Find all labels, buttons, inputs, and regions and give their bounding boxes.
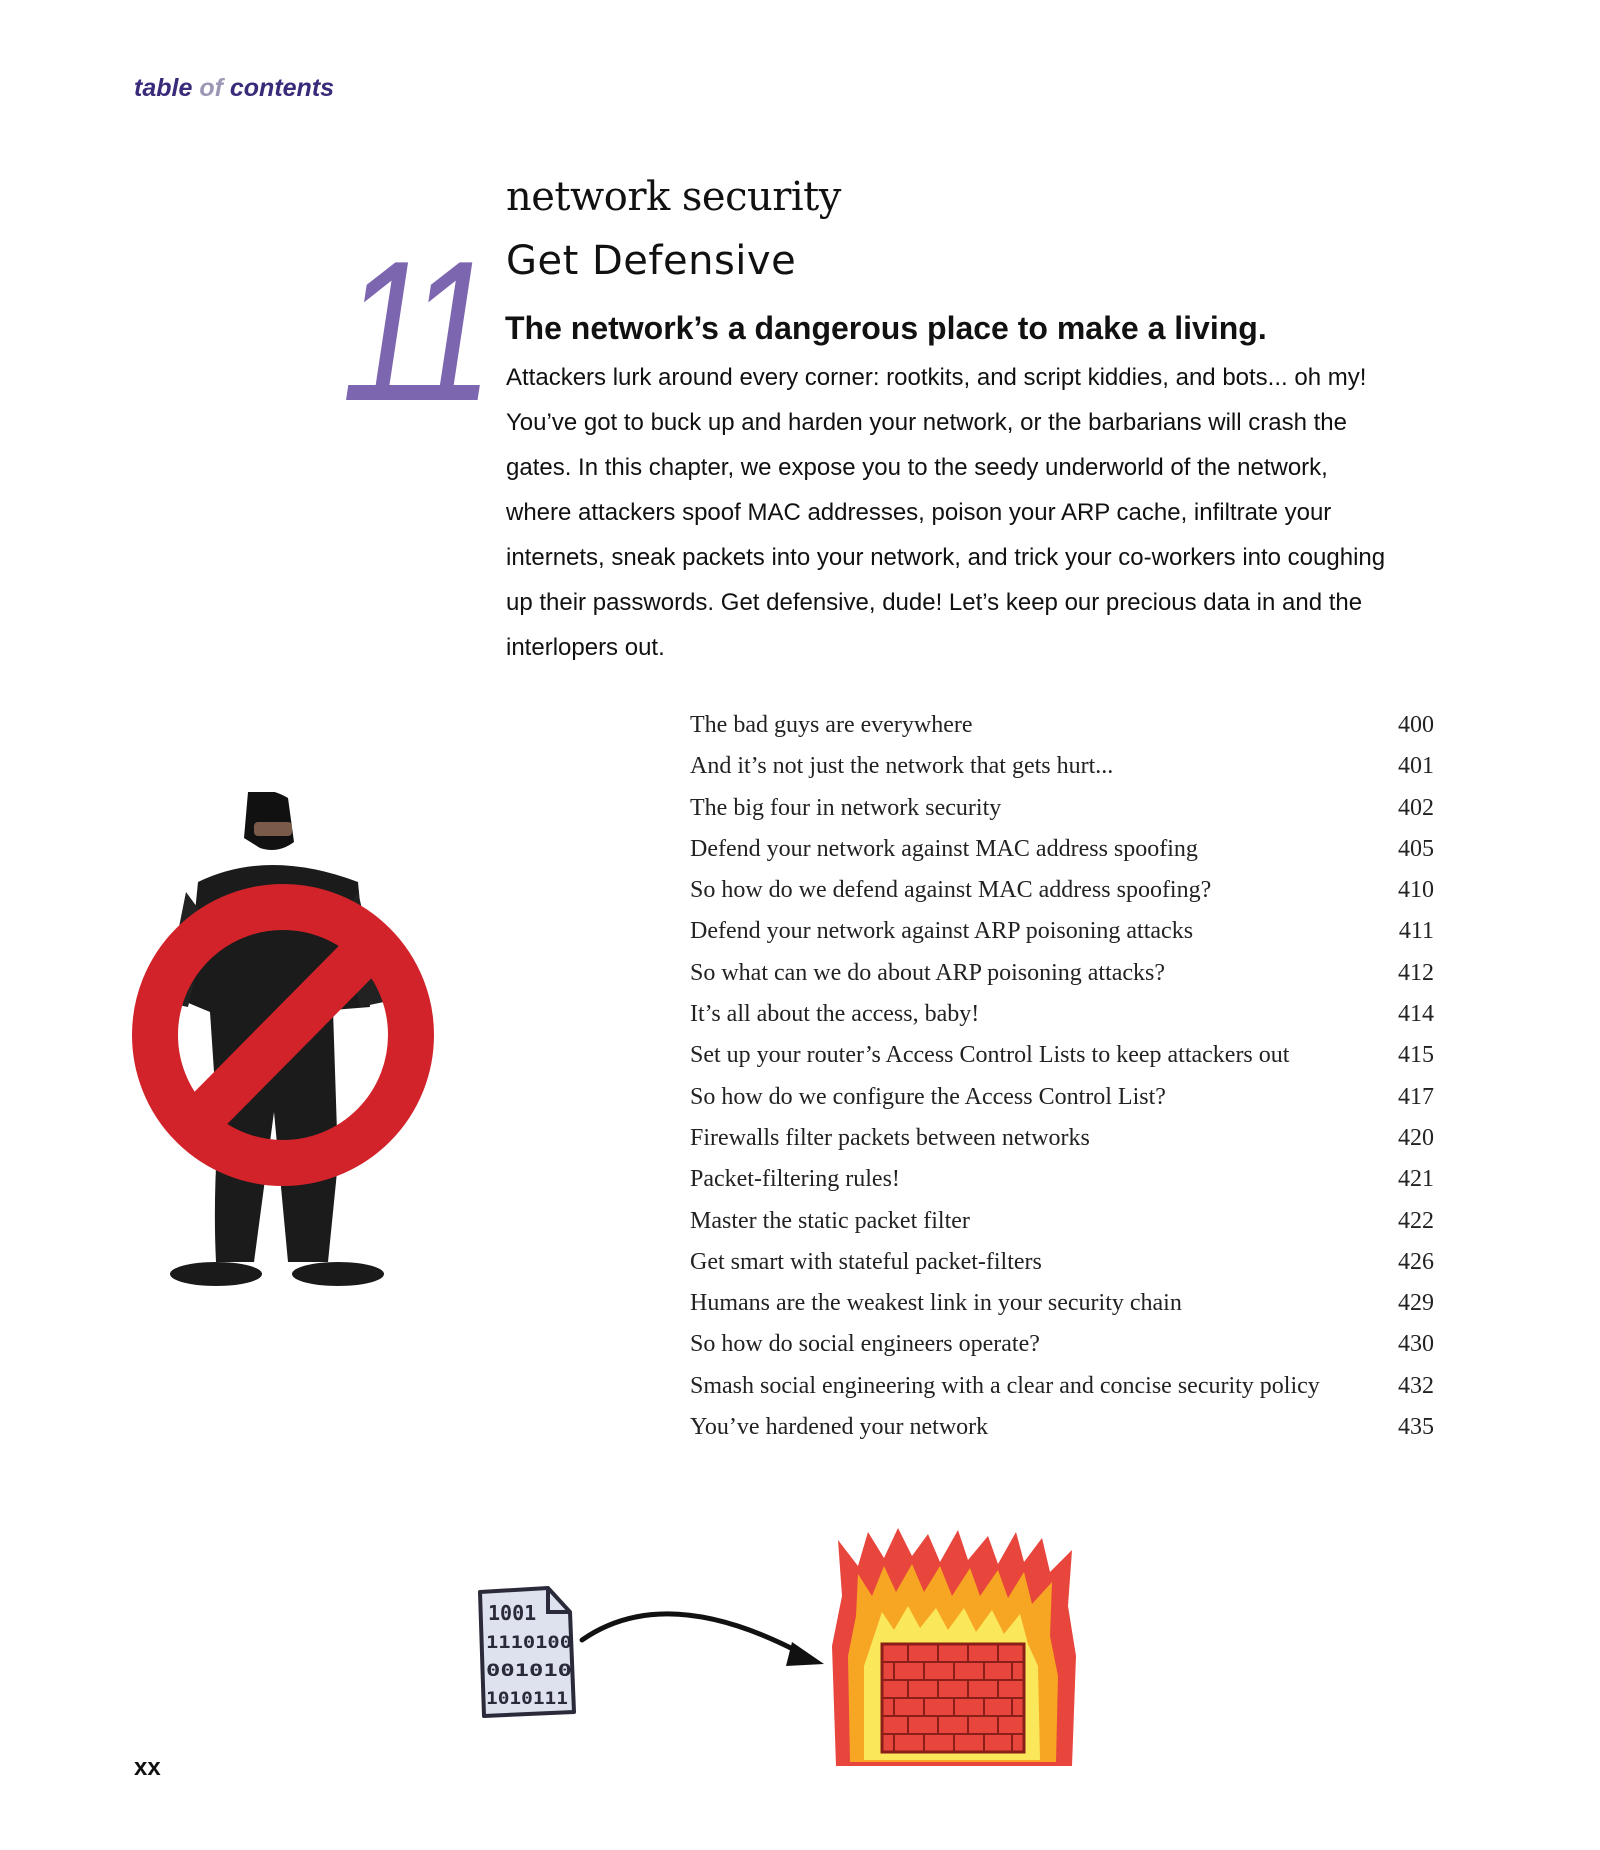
toc-entry-page: 432 <box>1398 1372 1434 1399</box>
toc-entry-title: Set up your router’s Access Control Lists to keep attackers out <box>690 1042 1290 1069</box>
toc-entry[interactable] <box>690 795 1434 836</box>
toc-entry-title: So what can we do about ARP poisoning attacks? <box>690 959 1166 986</box>
toc-entry[interactable] <box>690 877 1434 918</box>
chapter-title: Get Defensive <box>506 238 797 284</box>
toc-entry[interactable] <box>690 753 1434 794</box>
packet-bits-line: 1010111 <box>486 1689 568 1709</box>
toc-header <box>134 74 334 103</box>
toc-entry-title: So how do we defend against MAC address spoofing? <box>690 877 1212 904</box>
toc-entry[interactable] <box>690 1414 1434 1455</box>
toc-entry[interactable] <box>690 1290 1434 1331</box>
page-number: xx <box>134 1754 161 1781</box>
toc-header-contents: contents <box>229 74 335 102</box>
toc-entry-title: Get smart with stateful packet-filters <box>690 1248 1042 1275</box>
chapter-intro: Attackers lurk around every corner: rootkits, and script kiddies, and bots... oh my! You’ve got to buck up and harden your network, or the barbarians will crash the gates. In this chapter, we expose you to the seedy underworld of the network, where attackers spoof MAC addresses, poison your ARP cache, infiltrate your internets, sneak packets into your network, and trick your co-workers into coughing up their passwords. Get defensive, dude! Let’s keep our precious data in and the interlopers out. <box>506 364 1386 661</box>
toc-entry-page: 414 <box>1398 1001 1434 1028</box>
toc-list <box>690 712 1434 1455</box>
chapter-lead: The network’s a dangerous place to make a living. <box>505 310 1267 346</box>
toc-entry[interactable] <box>690 836 1434 877</box>
toc-entry-title: Smash social engineering with a clear and concise security policy <box>690 1372 1320 1399</box>
toc-entry-page: 430 <box>1398 1331 1434 1358</box>
toc-entry-title: Firewalls filter packets between networks <box>690 1124 1090 1151</box>
chapter-kicker: network security <box>506 174 841 220</box>
toc-entry-title: The bad guys are everywhere <box>690 712 973 738</box>
toc-entry-title: It’s all about the access, baby! <box>690 1001 980 1028</box>
packet-document-icon <box>474 1584 580 1722</box>
toc-entry-title: The big four in network security <box>690 794 1002 821</box>
toc-entry-title: Defend your network against MAC address spoofing <box>690 835 1198 862</box>
toc-entry[interactable] <box>690 1249 1434 1290</box>
chapter-number: 11 <box>342 220 483 443</box>
toc-entry-title: Master the static packet filter <box>690 1207 970 1234</box>
toc-entry-title: You’ve hardened your network <box>690 1414 989 1441</box>
toc-entry[interactable] <box>690 712 1434 753</box>
toc-entry-title: So how do we configure the Access Control List? <box>690 1083 1166 1110</box>
toc-entry-page: 410 <box>1398 877 1434 904</box>
toc-entry-title: Humans are the weakest link in your security chain <box>690 1290 1182 1317</box>
toc-entry[interactable] <box>690 1373 1434 1414</box>
toc-entry[interactable] <box>690 960 1434 1001</box>
toc-entry-page: 417 <box>1398 1083 1434 1110</box>
toc-entry-page: 402 <box>1398 794 1434 821</box>
toc-entry[interactable] <box>690 1208 1434 1249</box>
toc-entry-page: 420 <box>1398 1124 1434 1151</box>
toc-entry-title: Defend your network against ARP poisoning attacks <box>690 918 1194 945</box>
toc-entry-page: 422 <box>1398 1207 1434 1234</box>
toc-entry[interactable] <box>690 1042 1434 1083</box>
toc-entry[interactable] <box>690 918 1434 959</box>
arrow-icon <box>578 1590 834 1670</box>
toc-entry-page: 405 <box>1398 835 1434 862</box>
packet-bits-line: 001010 <box>486 1661 572 1681</box>
toc-entry[interactable] <box>690 1125 1434 1166</box>
toc-header-table: table <box>134 74 193 102</box>
toc-entry-page: 421 <box>1398 1166 1434 1193</box>
toc-entry[interactable] <box>690 1084 1434 1125</box>
firewall-icon <box>828 1526 1078 1770</box>
toc-header-of: of <box>199 74 223 102</box>
toc-entry-title: So how do social engineers operate? <box>690 1331 1040 1358</box>
toc-entry-page: 411 <box>1398 918 1434 945</box>
toc-entry-page: 412 <box>1398 959 1434 986</box>
toc-entry-title: And it’s not just the network that gets hurt... <box>690 753 1114 780</box>
toc-entry-page: 429 <box>1398 1290 1434 1317</box>
toc-entry-title: Packet-filtering rules! <box>690 1166 900 1193</box>
toc-entry[interactable] <box>690 1331 1434 1372</box>
toc-entry-page: 415 <box>1398 1042 1434 1069</box>
toc-entry-page: 435 <box>1398 1414 1434 1441</box>
packet-bits-line: 1110100 <box>486 1633 572 1653</box>
toc-entry-page: 401 <box>1398 753 1434 780</box>
toc-entry[interactable] <box>690 1001 1434 1042</box>
toc-entry[interactable] <box>690 1166 1434 1207</box>
toc-entry-page: 400 <box>1398 712 1434 738</box>
toc-entry-page: 426 <box>1398 1248 1434 1275</box>
intruder-illustration <box>128 792 448 1312</box>
packet-bits-line: 1001 <box>488 1601 537 1625</box>
